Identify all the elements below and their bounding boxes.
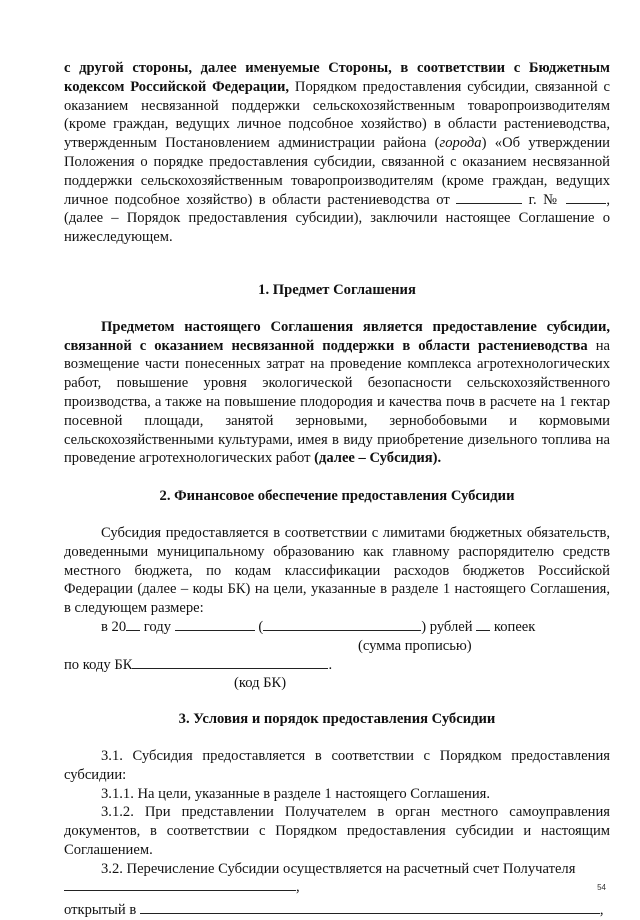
year-mid: году xyxy=(140,618,175,635)
opened-prefix: открытый в xyxy=(64,902,137,919)
number-blank xyxy=(566,191,606,204)
section-1-paragraph xyxy=(64,318,610,468)
account-comma: , xyxy=(296,879,300,896)
intro-text-1: Порядком предоставления субсидии, связанной с оказанием несвязанной поддержки сельскохозяйственным товаропроизводителям (кроме граждан, ведущих личное подсобное хозяйство) в области растениеводства, утвержденным Постановлением администрации района ( xyxy=(64,78,610,152)
section-2-title: 2. Финансовое обеспечение предоставления Субсидии xyxy=(159,488,515,505)
date-blank xyxy=(456,191,522,204)
para-3-1-2: 3.1.2. При представлении Получателем в орган местного самоуправления документов, в соответствии с Порядком предоставления субсидии и настоящим Соглашением. xyxy=(64,804,610,858)
amount-blank xyxy=(175,618,255,631)
amount-line xyxy=(64,618,610,637)
page-number: 54 xyxy=(597,883,606,892)
sum-caption: (сумма прописью) xyxy=(358,637,472,654)
section-1-title: 1. Предмет Соглашения xyxy=(258,281,416,298)
section-3-title: 3. Условия и порядок предоставления Субсидии xyxy=(178,711,496,728)
intro-text-4: , (далее – Порядок предоставления субсидии), заключили настоящее Соглашение о нижеследующем. xyxy=(64,191,610,246)
bk-prefix: по коду БК xyxy=(64,656,133,673)
year-prefix: в 20 xyxy=(101,618,127,635)
para-3-1: 3.1. Субсидия предоставляется в соответствии с Порядком предоставления субсидии: xyxy=(64,747,610,783)
sum-caption-line xyxy=(64,637,610,656)
kop-blank xyxy=(476,618,490,631)
section-1-text: на возмещение части понесенных затрат на проведение комплекса агротехнологических работ, повышение уровня экологической безопасности сельскохозяйственного производства, а также на повышение плодородия и качества почв в расчете на 1 гектар посевной площади, занятой зерновыми, зернобобовыми и кормовыми сельскохозяйственными культурами, имея в виду приобретение дизельного топлива на проведение агротехнологических работ xyxy=(64,337,611,467)
account-line xyxy=(64,878,610,897)
kop-label: копеек xyxy=(490,618,536,635)
amount-words-blank xyxy=(263,618,421,631)
intro-paragraph xyxy=(64,59,610,247)
document-page xyxy=(64,59,610,920)
bank-blank xyxy=(140,901,600,914)
opened-end: , xyxy=(599,902,604,919)
intro-bold: с другой стороны, далее именуемые Стороны, в соответствии с Бюджетным кодексом Российской Федерации, xyxy=(64,60,610,95)
para-3-1-1: 3.1.1. На цели, указанные в разделе 1 настоящего Соглашения. xyxy=(101,785,491,802)
section-2-paragraph: Субсидия предоставляется в соответствии с лимитами бюджетных обязательств, доведенными муниципальному образованию как главному распорядителю средств местного бюджета, по кодам классификации расходов бюджетов Российской Федерации (далее – коды БК) на цели, указанные в разделе 1 настоящего Соглашения, в следующем размере: xyxy=(64,524,610,617)
section-1-bold: Предметом настоящего Соглашения является предоставление субсидии, связанной с оказанием несвязанной поддержки в области растениеводства xyxy=(64,318,610,354)
opened-line xyxy=(64,901,610,920)
intro-italic-city: города xyxy=(439,135,482,152)
bk-caption-line xyxy=(64,674,610,693)
intro-text-3: г. № xyxy=(522,191,567,208)
section-1-bold-end: (далее – Субсидия). xyxy=(314,450,442,467)
bk-line xyxy=(64,656,610,675)
bk-caption: (код БК) xyxy=(234,675,287,692)
bk-blank xyxy=(132,656,328,669)
account-blank xyxy=(64,878,296,891)
paren-open: ( xyxy=(258,618,264,635)
para-3-2: 3.2. Перечисление Субсидии осуществляется на расчетный счет Получателя xyxy=(101,860,576,877)
bk-end: . xyxy=(328,656,333,673)
intro-text-2: ) «Об утверждении Положения о порядке предоставления субсидии, связанной с оказанием несвязанной поддержки сельскохозяйственным товаропроизводителям (кроме граждан, ведущих личное подсобное хозяйство) в области растениеводства от xyxy=(64,135,610,208)
year-blank xyxy=(126,618,140,631)
rub-label: ) рублей xyxy=(421,618,473,635)
